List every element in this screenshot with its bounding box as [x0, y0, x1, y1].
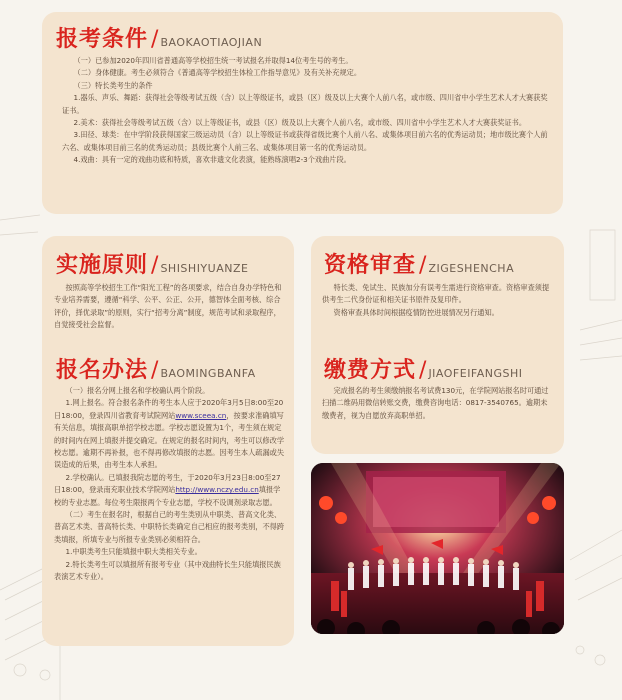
- zige-pinyin: ZIGESHENCHA: [428, 262, 515, 275]
- shishi-text: 按照高等学校招生工作“阳光工程”的各项要求，结合自身办学特色和专业培养需要，遵循“科学、公平、公正、公开，德智体全面考核、综合评价，择优录取”的原则，实行“招考分离”制度，规范考试和录取程序，自觉接受社会监督。: [54, 283, 282, 330]
- title-slash: /: [151, 27, 159, 52]
- stage-illustration: [311, 463, 564, 634]
- title-slash: /: [419, 253, 427, 278]
- baokao-item-7: 4.戏曲：具有一定的戏曲功底和特质，喜欢非遗文化表演，能熟练演唱2-3个戏曲片段。: [73, 155, 351, 165]
- jiaofei-pinyin: JIAOFEIFANGSHI: [428, 367, 523, 380]
- baoming-body: [54, 385, 286, 584]
- baoming-p5: 1.中职类考生只能填报中职大类相关专业。: [65, 547, 202, 557]
- baoming-p4: （二）考生在报名时，根据自己的考生类别从中职类、普高文化类、普高艺术类、普高特长类、中职特长类确定自己相应的报考类别，不得跨类填报，所填专业与所报专业类别必须相符合。: [54, 510, 285, 544]
- jiaofei-body: [322, 385, 554, 422]
- baoming-p3: [54, 472, 286, 509]
- title-slash: /: [151, 253, 159, 278]
- baokao-item-1: （一）已参加2020年四川省普通高等学校招生统一考试报名并取得14位考生号的考生。: [73, 56, 353, 65]
- baoming-p2: [54, 397, 286, 471]
- baokao-pinyin: BAOKAOTIAOJIAN: [160, 36, 263, 49]
- shishi-title: 实施原则: [56, 253, 149, 278]
- baoming-p1: （一）报名分网上报名和学校确认两个阶段。: [65, 386, 210, 395]
- baoming-p3b: 填报学校的专业志愿。每位考生限报两个专业志愿，学校不设调剂录取志愿。: [54, 485, 281, 507]
- nczy-link[interactable]: http://www.nczy.edu.cn: [175, 485, 259, 495]
- jiaofei-title: 缴费方式: [324, 358, 417, 383]
- baokao-item-3: （三）特长类考生的条件: [73, 80, 153, 90]
- zige-p1: 特长类、免试生、民族加分有误考生需进行资格审查。资格审查须提供考生二代身份证和相关证书原件及复印件。: [322, 283, 550, 305]
- jiaofei-text: 完成报名的考生须缴纳报名考试费130元，在学院网站报名时可通过扫描二维码用微信转账交费，缴费咨询电话：0817-3540765。逾期未缴费者，视为自愿放弃高职单招。: [322, 386, 549, 420]
- baokao-item-6: 3.田径、球类：在中学阶段获得国家三级运动员（含）以上等级证书或获得省级比赛个人前八名、或集体项目前六名的优秀运动员；地市级比赛个人前六名、或集体项目前三名的优秀运动员；县级比赛个人前三名、或集体项目第一名的优秀运动员。: [62, 130, 548, 152]
- zige-heading: [324, 248, 514, 279]
- baokao-item-2: （二）身体健康。考生必须符合《普通高等学校招生体检工作指导意见》及有关补充规定。: [73, 68, 362, 78]
- baokao-heading: [56, 22, 262, 53]
- shishi-pinyin: SHISHIYUANZE: [160, 262, 249, 275]
- zige-body: [322, 282, 554, 319]
- stage-performance-photo: [311, 463, 564, 634]
- zige-p2: 资格审查具体时间根据疫情防控进展情况另行通知。: [333, 307, 499, 317]
- baoming-p3a: 2.学校确认。已填报我院志愿的考生，于2020年3月23日8:00至27日18:00，登录南充职业技术学院网站: [54, 472, 281, 495]
- baoming-p6: 2.特长类考生可以填报所有报考专业（其中戏曲特长生只能填报民族表演艺术专业）。: [54, 559, 281, 582]
- title-slash: /: [151, 358, 159, 383]
- baoming-p2b: ，按要求准确填写有关信息，填报高职单招学校志愿。学校志愿设置为1个，考生须在规定的时间内在网上填报并提交确定。在规定的报名时间内，考生可以修改学校志愿。逾期不再补报，也不得再修改填报的志愿。因考生本人疏漏或失误造成的后果，由考生本人承担。: [54, 410, 285, 470]
- baokao-item-5: 2.美术：获得社会等级考试五级（含）以上等级证书，或县（区）级及以上大赛个人前八名，或市级、四川省中小学生艺术人才大赛获奖证书。: [73, 118, 527, 128]
- baokao-body: [62, 55, 550, 167]
- title-slash: /: [419, 358, 427, 383]
- shishi-body: [54, 282, 286, 332]
- baokao-title: 报考条件: [56, 27, 149, 52]
- baoming-title: 报名办法: [56, 358, 149, 383]
- baoming-pinyin: BAOMINGBANFA: [160, 367, 256, 380]
- jiaofei-heading: [324, 353, 523, 384]
- baokao-item-4: 1.器乐、声乐、舞蹈：获得社会等级考试五级（含）以上等级证书，或县（区）级及以上大赛个人前八名，或市级、四川省中小学生艺术人才大赛获奖证书。: [62, 93, 548, 115]
- sceea-link[interactable]: www.sceea.cn: [175, 410, 227, 420]
- baoming-p2a: 1.网上报名。符合报名条件的考生本人应于2020年3月5日8:00至20日18:00，登录四川省教育考试院网站: [54, 398, 284, 420]
- baoming-heading: [56, 353, 256, 384]
- zige-title: 资格审查: [324, 253, 417, 278]
- shishi-heading: [56, 248, 248, 279]
